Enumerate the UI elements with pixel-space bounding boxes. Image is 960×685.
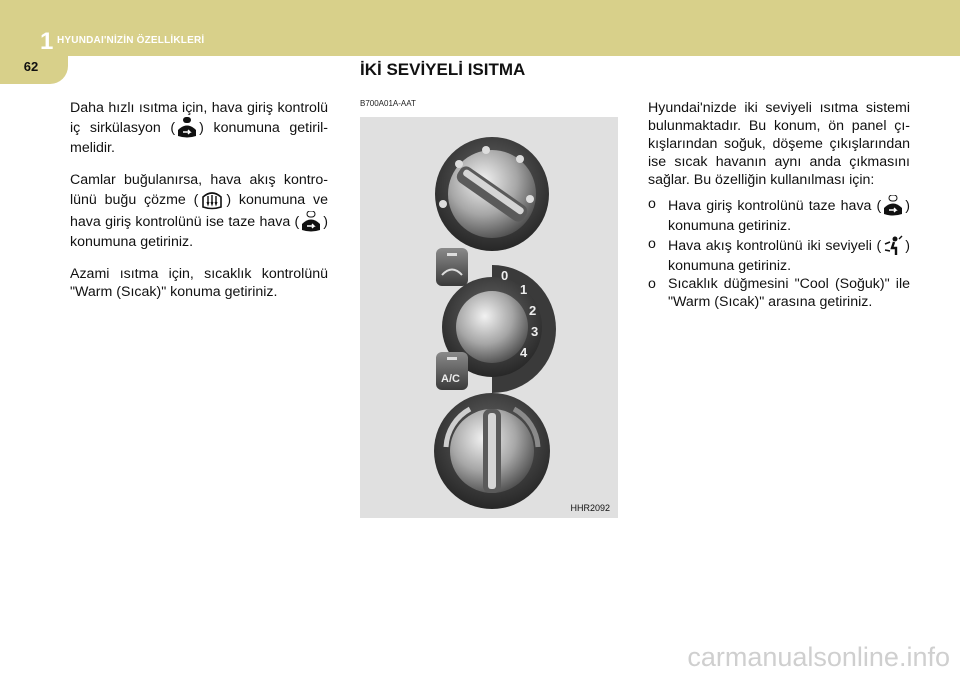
fan-label-0: 0 (501, 268, 509, 283)
list-item: o Hava giriş kontrolünü taze hava ( ) konumuna getiriniz. (648, 196, 910, 234)
ac-label: A/C (441, 373, 460, 385)
fan-label-4: 4 (520, 345, 528, 360)
recirculation-icon (177, 117, 197, 139)
bilevel-icon (883, 235, 903, 257)
fresh-air-icon (883, 195, 903, 217)
list-item: o Hava akış kontrolünü iki seviyeli ( ) konumuna getiriniz. (648, 236, 910, 274)
paragraph-recirculation: Daha hızlı ısıtma için, hava giriş kontrolü iç sirkülasyon ( ) konumuna getiril-melidir. (70, 100, 328, 156)
fan-label-1: 1 (520, 282, 528, 297)
header-band (0, 0, 960, 56)
document-code: B700A01A-AAT (360, 99, 416, 108)
right-column (648, 99, 910, 311)
figure-code: HHR2092 (570, 503, 610, 513)
page-number: 62 (23, 59, 39, 74)
climate-control-figure (360, 117, 618, 518)
fan-label-2: 2 (529, 303, 537, 318)
chapter-number: 1 (40, 28, 54, 55)
section-title: İKİ SEVİYELİ ISITMA (360, 60, 526, 79)
left-column (70, 99, 328, 315)
paragraph-defrost: Camlar buğulanırsa, hava akış kontro-lünü buğu çözme ( ) konumuna ve hava giriş kontrolünü ise taze hava ( ) konumuna getiriniz. (70, 172, 328, 250)
bilevel-icon (482, 146, 490, 154)
recirculation-button[interactable] (436, 248, 468, 286)
mode-selector-knob[interactable] (435, 137, 549, 251)
face-vent-icon (455, 160, 463, 168)
fresh-air-icon (301, 211, 321, 233)
steps-list (648, 195, 910, 311)
floor-icon (516, 155, 524, 163)
paragraph-max-heat: Azami ısıtma için, sıcaklık kontrolünü "Warm (Sıcak)" konuma getiriniz. (70, 266, 328, 300)
defrost-icon (200, 189, 224, 211)
defrost-floor-icon (526, 195, 534, 203)
bullet: o (648, 196, 656, 212)
chapter-title: HYUNDAI'NİZİN ÖZELLİKLERİ (57, 35, 205, 46)
paragraph-intro: Hyundai'nizde iki seviyeli ısıtma sistemi bulunmaktadır. Bu konum, ön panel çı-kışlarından soğuk, döşeme çıkışlarından ise sıcak havanın aynı anda çıkmasını sağlar. Bu özelliğin kullanılması için: (648, 100, 910, 188)
watermark: carmanualsonline.info (687, 642, 950, 672)
bullet: o (648, 236, 656, 252)
climate-panel-illustration (360, 117, 618, 518)
temperature-knob[interactable] (434, 393, 550, 509)
fan-label-3: 3 (531, 324, 539, 339)
list-item: o Sıcaklık düğmesini "Cool (Soğuk)" ile "Warm (Sıcak)" arasına getiriniz. (648, 276, 910, 310)
bullet: o (648, 276, 656, 292)
defrost-dial-icon (439, 200, 447, 208)
